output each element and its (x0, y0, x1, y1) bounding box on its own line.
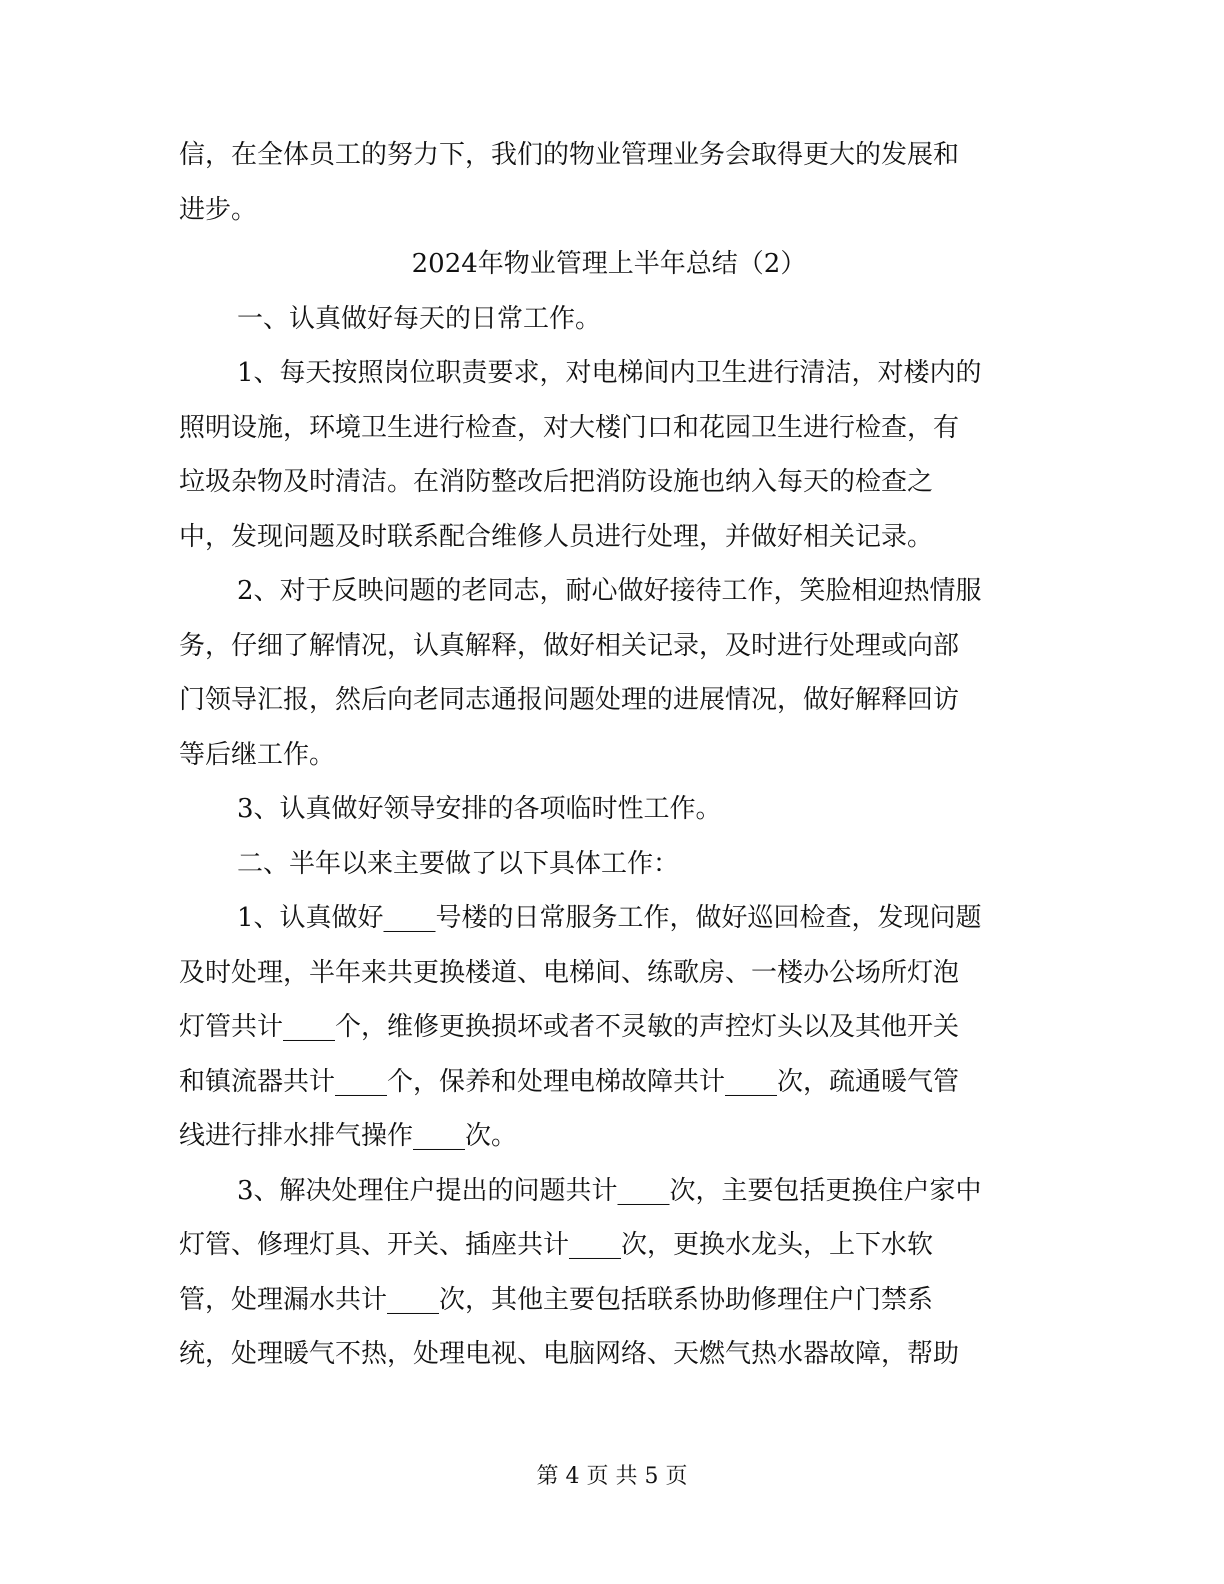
body-line: 和镇流器共计____个，保养和处理电梯故障共计____次，疏通暖气管 (179, 1066, 960, 1097)
body-line: 2、对于反映问题的老同志，耐心做好接待工作，笑脸相迎热情服 (237, 576, 982, 606)
body-line: 灯管共计____个，维修更换损坏或者不灵敏的声控灯头以及其他开关 (179, 1012, 960, 1042)
body-line: 3、认真做好领导安排的各项临时性工作。 (237, 794, 722, 824)
section-heading: 二、半年以来主要做了以下具体工作： (237, 848, 680, 879)
body-line: 门领导汇报，然后向老同志通报问题处理的进展情况，做好解释回访 (179, 685, 960, 715)
body-line: 等后继工作。 (179, 739, 336, 770)
body-line: 照明设施，环境卫生进行检查，对大楼门口和花园卫生进行检查，有 (179, 412, 960, 443)
body-line: 统，处理暖气不热，处理电视、电脑网络、天燃气热水器故障，帮助 (179, 1339, 960, 1369)
body-line: 管，处理漏水共计____次，其他主要包括联系协助修理住户门禁系 (179, 1284, 934, 1315)
body-line: 1、认真做好____号楼的日常服务工作，做好巡回检查，发现问题 (237, 903, 982, 933)
body-line: 信，在全体员工的努力下，我们的物业管理业务会取得更大的发展和 (179, 140, 960, 170)
document-body (179, 128, 1049, 1382)
body-line: 3、解决处理住户提出的问题共计____次，主要包括更换住户家中 (237, 1175, 982, 1206)
section-heading: 一、认真做好每天的日常工作。 (237, 303, 602, 334)
body-line: 垃圾杂物及时清洁。在消防整改后把消防设施也纳入每天的检查之 (179, 467, 934, 497)
page-footer: 第 4 页 共 5 页 (536, 1464, 688, 1489)
body-line: 务，仔细了解情况，认真解释，做好相关记录，及时进行处理或向部 (179, 630, 960, 661)
body-line: 1、每天按照岗位职责要求，对电梯间内卫生进行清洁，对楼内的 (237, 358, 982, 388)
body-line: 进步。 (179, 194, 258, 225)
body-line: 中，发现问题及时联系配合维修人员进行处理，并做好相关记录。 (179, 521, 934, 552)
body-line: 线进行排水排气操作____次。 (179, 1121, 518, 1151)
section-title: 2024年物业管理上半年总结（2） (411, 249, 807, 279)
body-line: 灯管、修理灯具、开关、插座共计____次，更换水龙头，上下水软 (179, 1230, 934, 1260)
body-line: 及时处理，半年来共更换楼道、电梯间、练歌房、一楼办公场所灯泡 (179, 957, 960, 988)
